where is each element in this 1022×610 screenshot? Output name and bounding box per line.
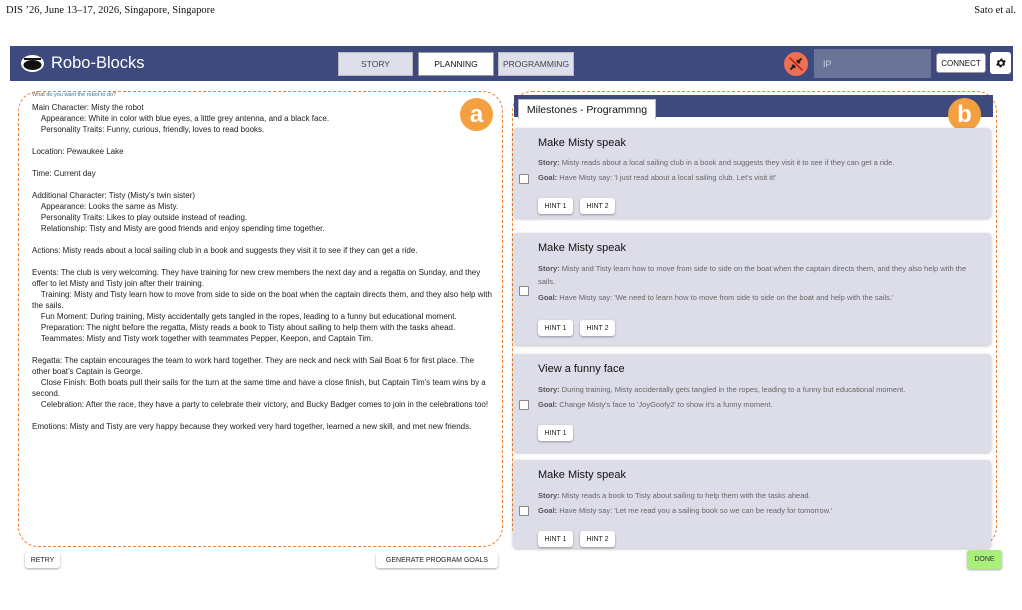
connection-status-button[interactable] bbox=[784, 52, 808, 76]
milestone-goal-text: Have Misty say: 'I just read about a local sailing club. Let's visit it!' bbox=[557, 173, 777, 182]
tab-milestones-programming[interactable]: Milestones - Programmng bbox=[518, 99, 656, 119]
app-logo bbox=[20, 53, 145, 73]
goal-prefix: Goal: bbox=[538, 400, 558, 409]
app-bar bbox=[10, 46, 1013, 81]
ip-address-input[interactable] bbox=[814, 49, 931, 78]
story-prefix: Story: bbox=[538, 158, 560, 167]
annotation-badge-a: a bbox=[460, 98, 493, 131]
milestone-goal bbox=[538, 171, 983, 184]
app-title: Robo-Blocks bbox=[51, 53, 145, 72]
goal-prefix: Goal: bbox=[538, 506, 558, 515]
milestone-story-text: Misty and Tisty learn how to move from side to side on the boat when the captain directs them, and they also help with the sails. bbox=[538, 264, 967, 286]
milestone-card bbox=[513, 354, 991, 452]
milestone-card bbox=[513, 460, 991, 548]
disconnected-icon bbox=[788, 56, 804, 72]
milestone-goal bbox=[538, 398, 983, 411]
figure-caption-cropped bbox=[6, 585, 1016, 610]
tab-programming[interactable]: PROGRAMMING bbox=[498, 52, 574, 76]
milestone-goal bbox=[538, 291, 983, 304]
milestone-card bbox=[513, 233, 991, 345]
milestone-story bbox=[538, 262, 983, 288]
tab-story[interactable]: STORY bbox=[338, 52, 413, 76]
hint-2-button[interactable]: HINT 2 bbox=[580, 198, 615, 214]
hint-1-button[interactable]: HINT 1 bbox=[538, 198, 573, 214]
story-prompt-label: What do you want the robot to do? bbox=[32, 92, 117, 98]
tab-planning[interactable]: PLANNING bbox=[418, 52, 494, 76]
story-textarea[interactable]: Main Character: Misty the robot Appearance: White in color with blue eyes, a little grey antenna, and a black face. Personality Traits: Funny, curious, friendly, loves to read books. Location: Pewaukee Lake Time: Current day Additional Character: Tisty (Misty’s twin sister) Appearance: Looks the same as Misty. Personality Traits: Likes to play outside instead of reading. Relationship: Tisty and Misty are good friends and enjoy spending time together. Actions: Misty reads about a local sailing club in a book and suggests they visit it to see if they can get a ride. Events: The club is very welcoming. They have training for new crew members the next day and a regatta on Sunday, and they offer to let Misty and Tisty join after their training. Training: Misty and Tisty learn how to move from side to side on the boat when the captain directs them, and they also help with the sails. Fun Moment: During training, Misty accidentally gets tangled in the ropes, leading to a funny but educational moment. Preparation: The night before the regatta, Misty reads a book to Tisty about sailing to help them with the tasks ahead. Teammates: Misty and Tisty work together with teammates Pepper, Keepon, and Captain Tim. Regatta: The captain encourages the team to work hard together. They are neck and neck with Sail Boat 6 for first place. The other boat’s Captain is George. Close Finish: Both boats pull their sails for the turn at the same time and have a close finish, but Captain Tim's team wins by a second. Celebration: After the race, they have a party to celebrate their victory, and Bucky Badger comes to join in the celebrations too! Emotions: Misty and Tisty are very happy because they worked very hard together, learned a new skill, and met new friends. bbox=[32, 103, 492, 431]
milestone-story bbox=[538, 156, 983, 169]
settings-button[interactable] bbox=[990, 52, 1011, 74]
done-button[interactable]: DONE bbox=[967, 550, 1002, 569]
milestone-goal bbox=[538, 504, 983, 517]
milestone-title: Make Misty speak bbox=[538, 137, 627, 149]
milestone-checkbox[interactable] bbox=[519, 400, 529, 410]
milestone-goal-text: Have Misty say: 'Let me read you a sailing book so we can be ready for tomorrow.' bbox=[557, 506, 833, 515]
paper-header-venue: DIS ’26, June 13–17, 2026, Singapore, Singapore bbox=[6, 5, 215, 16]
milestone-story-text: During training, Misty accidentally gets tangled in the ropes, leading to a funny but educational moment. bbox=[559, 385, 906, 394]
annotation-badge-b: b bbox=[948, 98, 981, 131]
milestone-story bbox=[538, 489, 983, 502]
milestone-checkbox[interactable] bbox=[519, 286, 529, 296]
milestone-goal-text: Have Misty say: 'We need to learn how to move from side to side on the boat and help with the sails.' bbox=[557, 293, 894, 302]
hint-1-button[interactable]: HINT 1 bbox=[538, 320, 573, 336]
paper-running-header bbox=[6, 5, 1016, 19]
story-prefix: Story: bbox=[538, 491, 560, 500]
milestone-story bbox=[538, 383, 983, 396]
connect-button[interactable]: CONNECT bbox=[936, 53, 986, 73]
hint-1-button[interactable]: HINT 1 bbox=[538, 425, 573, 441]
goal-prefix: Goal: bbox=[538, 173, 558, 182]
generate-program-goals-button[interactable]: GENERATE PROGRAM GOALS bbox=[376, 552, 498, 568]
milestone-card bbox=[513, 128, 991, 218]
milestone-title: Make Misty speak bbox=[538, 469, 627, 481]
paper-header-authors: Sato et al. bbox=[974, 5, 1016, 16]
milestone-checkbox[interactable] bbox=[519, 174, 529, 184]
milestone-checkbox[interactable] bbox=[519, 506, 529, 516]
milestone-title: View a funny face bbox=[538, 363, 625, 375]
milestone-goal-text: Change Misty's face to 'JoyGoofy2' to show it's a funny moment. bbox=[557, 400, 773, 409]
retry-button[interactable]: RETRY bbox=[25, 552, 60, 568]
story-prefix: Story: bbox=[538, 385, 560, 394]
milestone-story-text: Misty reads a book to Tisty about sailing to help them with the tasks ahead. bbox=[559, 491, 811, 500]
story-prefix: Story: bbox=[538, 264, 560, 273]
goal-prefix: Goal: bbox=[538, 293, 558, 302]
hint-1-button[interactable]: HINT 1 bbox=[538, 531, 573, 547]
milestone-story-text: Misty reads about a local sailing club in a book and suggests they visit it to see if they can get a ride. bbox=[559, 158, 895, 167]
gear-icon bbox=[995, 57, 1007, 69]
hint-2-button[interactable]: HINT 2 bbox=[580, 320, 615, 336]
hint-2-button[interactable]: HINT 2 bbox=[580, 531, 615, 547]
robot-logo-icon bbox=[20, 53, 45, 73]
milestone-title: Make Misty speak bbox=[538, 242, 627, 254]
